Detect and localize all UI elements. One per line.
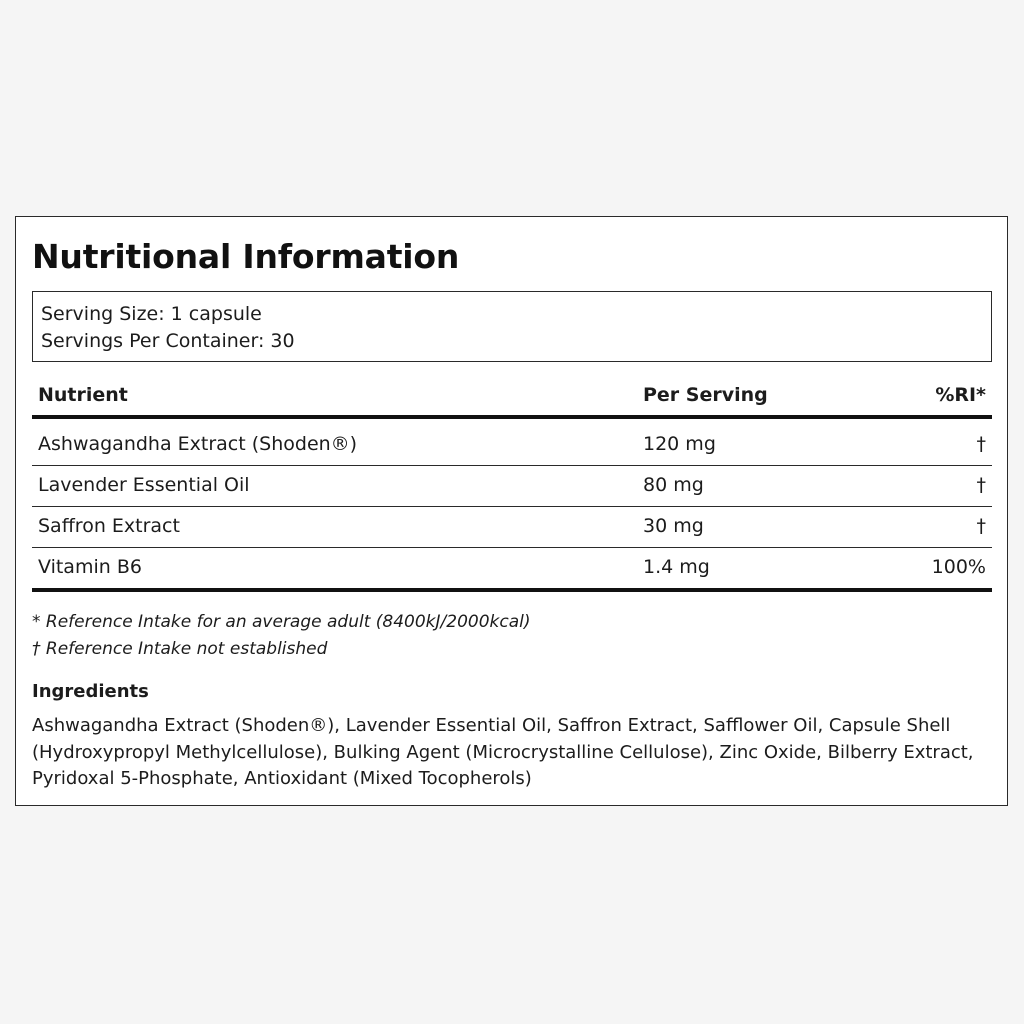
nutrient-amount: 120 mg [643,433,716,455]
serving-size: Serving Size: 1 capsule [41,303,262,325]
header-nutrient: Nutrient [38,384,128,406]
table-row [32,507,992,548]
footnote-not-established: † Reference Intake not established [32,639,328,659]
nutrient-name: Vitamin B6 [38,556,142,578]
nutrient-name: Saffron Extract [38,515,180,537]
nutrient-table [32,377,992,592]
page-title: Nutritional Information [32,237,460,276]
table-row [32,425,992,466]
nutrient-ri: † [976,433,986,455]
ingredients-heading: Ingredients [32,681,149,702]
footnotes [32,609,531,663]
footnote-ri: * Reference Intake for an average adult (8400kJ/2000kcal) [32,612,531,632]
nutrient-name: Ashwagandha Extract (Shoden®) [38,433,358,455]
nutrient-amount: 80 mg [643,474,704,496]
nutrient-ri: 100% [931,556,986,578]
header-per-serving: Per Serving [643,384,768,406]
serving-info-box [32,291,992,362]
nutrient-name: Lavender Essential Oil [38,474,250,496]
nutrient-amount: 1.4 mg [643,556,710,578]
nutrient-ri: † [976,515,986,537]
servings-per-container: Servings Per Container: 30 [41,330,295,352]
header-ri: %RI* [935,384,986,406]
table-header [32,377,992,419]
nutrient-ri: † [976,474,986,496]
table-row [32,548,992,592]
table-row [32,466,992,507]
nutrition-panel [15,216,1008,806]
ingredients-list: Ashwagandha Extract (Shoden®), Lavender Essential Oil, Saffron Extract, Safflower Oil, Capsule Shell (Hydroxypropyl Methylcellulose), Bulking Agent (Microcrystalline Cellulose), Zinc Oxide, Bilberry Extract, Pyridoxal 5-Phosphate, Antioxidant (Mixed Tocopherols) [32,715,974,789]
nutrient-amount: 30 mg [643,515,704,537]
